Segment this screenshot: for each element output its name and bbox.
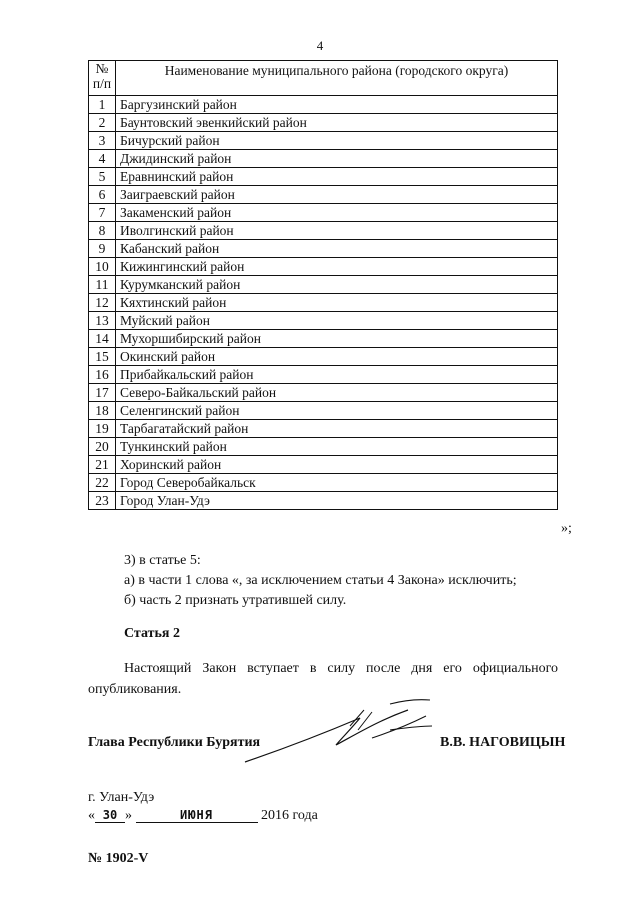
row-number: 12 bbox=[89, 294, 116, 312]
table-row bbox=[89, 114, 558, 132]
amendment-line-2: а) в части 1 слова «, за исключением статьи 4 Закона» исключить; bbox=[124, 573, 517, 588]
district-name: Город Северобайкальск bbox=[116, 474, 558, 492]
row-number: 11 bbox=[89, 276, 116, 294]
row-number: 10 bbox=[89, 258, 116, 276]
open-quote: « bbox=[88, 808, 95, 823]
row-number: 7 bbox=[89, 204, 116, 222]
head-name: В.В. НАГОВИЦЫН bbox=[440, 735, 566, 750]
head-title: Глава Республики Бурятия bbox=[88, 735, 261, 750]
article-title: Статья 2 bbox=[124, 626, 180, 641]
district-name: Кижингинский район bbox=[116, 258, 558, 276]
date-month: ИЮНЯ bbox=[136, 808, 258, 823]
table-row bbox=[89, 150, 558, 168]
district-name: Мухоршибирский район bbox=[116, 330, 558, 348]
amendment-line-1: 3) в статье 5: bbox=[124, 553, 201, 568]
table-row bbox=[89, 402, 558, 420]
header-number: № п/п bbox=[89, 61, 116, 96]
close-quote: » bbox=[125, 808, 132, 823]
district-name: Закаменский район bbox=[116, 204, 558, 222]
table-row bbox=[89, 456, 558, 474]
table-row bbox=[89, 258, 558, 276]
table-row bbox=[89, 474, 558, 492]
row-number: 22 bbox=[89, 474, 116, 492]
district-name: Баунтовский эвенкийский район bbox=[116, 114, 558, 132]
row-number: 17 bbox=[89, 384, 116, 402]
date-year: 2016 года bbox=[261, 808, 318, 823]
table-row bbox=[89, 276, 558, 294]
table-header-row bbox=[89, 61, 558, 96]
row-number: 21 bbox=[89, 456, 116, 474]
date-day: 30 bbox=[95, 808, 125, 823]
districts-table bbox=[88, 60, 558, 510]
district-name: Северо-Байкальский район bbox=[116, 384, 558, 402]
table-row bbox=[89, 294, 558, 312]
row-number: 9 bbox=[89, 240, 116, 258]
amendment-line-3: б) часть 2 признать утратившей силу. bbox=[124, 593, 347, 608]
row-number: 2 bbox=[89, 114, 116, 132]
article-text: Настоящий Закон вступает в силу после дня его официального опубликования. bbox=[88, 661, 558, 697]
table-row bbox=[89, 366, 558, 384]
table-row bbox=[89, 438, 558, 456]
district-name: Тарбагатайский район bbox=[116, 420, 558, 438]
row-number: 18 bbox=[89, 402, 116, 420]
district-name: Иволгинский район bbox=[116, 222, 558, 240]
row-number: 4 bbox=[89, 150, 116, 168]
table-row bbox=[89, 240, 558, 258]
district-name: Бичурский район bbox=[116, 132, 558, 150]
handwritten-signature bbox=[240, 690, 440, 770]
district-name: Баргузинский район bbox=[116, 96, 558, 114]
district-name: Еравнинский район bbox=[116, 168, 558, 186]
table-row bbox=[89, 492, 558, 510]
district-name: Муйский район bbox=[116, 312, 558, 330]
row-number: 16 bbox=[89, 366, 116, 384]
table-row bbox=[89, 312, 558, 330]
district-name: Заиграевский район bbox=[116, 186, 558, 204]
district-name: Курумканский район bbox=[116, 276, 558, 294]
district-name: Кабанский район bbox=[116, 240, 558, 258]
table-row bbox=[89, 168, 558, 186]
table-row bbox=[89, 222, 558, 240]
table-row bbox=[89, 132, 558, 150]
table-row bbox=[89, 330, 558, 348]
row-number: 3 bbox=[89, 132, 116, 150]
district-name: Окинский район bbox=[116, 348, 558, 366]
law-number: № 1902-V bbox=[88, 851, 149, 866]
district-name: Джидинский район bbox=[116, 150, 558, 168]
row-number: 6 bbox=[89, 186, 116, 204]
table-row bbox=[89, 186, 558, 204]
row-number: 5 bbox=[89, 168, 116, 186]
closing-quote: »; bbox=[561, 521, 572, 536]
district-name: Хоринский район bbox=[116, 456, 558, 474]
district-name: Город Улан-Удэ bbox=[116, 492, 558, 510]
table-row bbox=[89, 420, 558, 438]
row-number: 14 bbox=[89, 330, 116, 348]
row-number: 20 bbox=[89, 438, 116, 456]
table-row bbox=[89, 204, 558, 222]
row-number: 8 bbox=[89, 222, 116, 240]
table-row bbox=[89, 96, 558, 114]
district-name: Селенгинский район bbox=[116, 402, 558, 420]
row-number: 19 bbox=[89, 420, 116, 438]
header-name: Наименование муниципального района (городского округа) bbox=[116, 61, 558, 96]
row-number: 1 bbox=[89, 96, 116, 114]
date-line bbox=[88, 808, 318, 824]
row-number: 15 bbox=[89, 348, 116, 366]
district-name: Прибайкальский район bbox=[116, 366, 558, 384]
row-number: 13 bbox=[89, 312, 116, 330]
district-name: Кяхтинский район bbox=[116, 294, 558, 312]
table-row bbox=[89, 348, 558, 366]
district-name: Тункинский район bbox=[116, 438, 558, 456]
page-number: 4 bbox=[316, 38, 324, 53]
table-row bbox=[89, 384, 558, 402]
row-number: 23 bbox=[89, 492, 116, 510]
city: г. Улан-Удэ bbox=[88, 790, 155, 805]
districts-body bbox=[89, 96, 558, 510]
